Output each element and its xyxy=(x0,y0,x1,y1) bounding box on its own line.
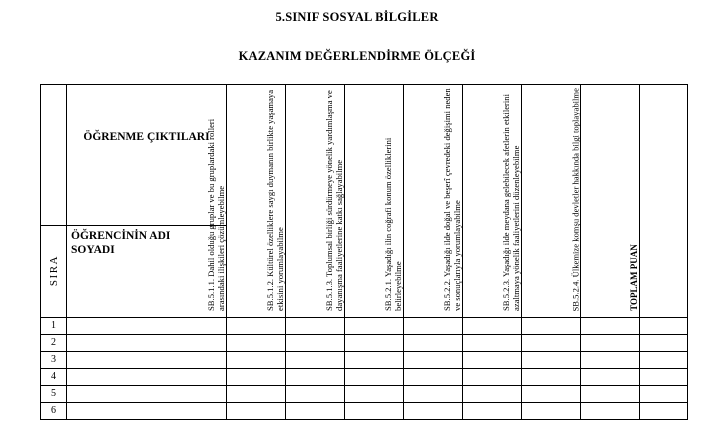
title-block xyxy=(0,0,714,64)
row-score-outcome-4[interactable] xyxy=(404,318,463,335)
row-student-name[interactable] xyxy=(67,386,227,403)
row-score-outcome-7[interactable] xyxy=(581,369,640,386)
row-score-outcome-1[interactable] xyxy=(227,403,286,420)
row-score-outcome-2[interactable] xyxy=(286,403,345,420)
outcome-7-text: SB.5.2.4. Ülkemize komşu devletler hakkında bilgi toplayabilme xyxy=(570,87,581,311)
student-header-line1: ÖĞRENCİNİN ADI xyxy=(71,230,171,242)
table-row[interactable] xyxy=(41,352,688,369)
row-score-outcome-3[interactable] xyxy=(345,352,404,369)
row-score-outcome-1[interactable] xyxy=(227,386,286,403)
row-score-outcome-3[interactable] xyxy=(345,403,404,420)
row-score-outcome-4[interactable] xyxy=(404,352,463,369)
outcome-1-text: SB.5.1.1. Dahil olduğu gruplar ve bu gruplardaki rolleri arasındaki ilişkileri çözümleyebilme xyxy=(206,118,227,311)
row-total-score[interactable] xyxy=(640,403,688,420)
header-cell-total xyxy=(629,85,688,318)
table-row[interactable] xyxy=(41,386,688,403)
row-score-outcome-5[interactable] xyxy=(463,352,522,369)
row-number: 4 xyxy=(41,369,67,386)
row-score-outcome-2[interactable] xyxy=(286,386,345,403)
total-header-label: TOPLAM PUAN xyxy=(629,244,640,311)
table-header-row xyxy=(41,85,688,318)
row-score-outcome-6[interactable] xyxy=(522,335,581,352)
student-header-box xyxy=(67,225,226,317)
row-score-outcome-6[interactable] xyxy=(522,318,581,335)
student-header-line2: SOYADI xyxy=(71,244,115,257)
row-score-outcome-2[interactable] xyxy=(286,335,345,352)
row-score-outcome-6[interactable] xyxy=(522,352,581,369)
row-student-name[interactable] xyxy=(67,403,227,420)
table-row[interactable] xyxy=(41,403,688,420)
row-score-outcome-3[interactable] xyxy=(345,386,404,403)
row-student-name[interactable] xyxy=(67,318,227,335)
sira-label-box xyxy=(41,225,66,317)
row-score-outcome-1[interactable] xyxy=(227,369,286,386)
outcome-2-text: SB.5.1.2. Kültürel özelliklere saygı duymanın birlikte yaşamaya etkisini yorumlayabilme xyxy=(265,90,286,311)
row-number: 3 xyxy=(41,352,67,369)
row-score-outcome-5[interactable] xyxy=(463,386,522,403)
table-row[interactable] xyxy=(41,318,688,335)
row-total-score[interactable] xyxy=(640,386,688,403)
outcomes-header-label: ÖĞRENME ÇIKTILARI xyxy=(83,131,210,143)
outcome-3-text: SB.5.1.3. Toplumsal birliği sürdürmeye yönelik yardımlaşma ve dayanışma faaliyetlerine katkı sağlayabilme xyxy=(324,90,345,311)
header-cell-sira xyxy=(41,85,67,318)
row-score-outcome-4[interactable] xyxy=(404,386,463,403)
row-total-score[interactable] xyxy=(640,318,688,335)
row-number: 2 xyxy=(41,335,67,352)
row-score-outcome-7[interactable] xyxy=(581,318,640,335)
row-score-outcome-7[interactable] xyxy=(581,386,640,403)
row-score-outcome-5[interactable] xyxy=(463,403,522,420)
row-score-outcome-1[interactable] xyxy=(227,335,286,352)
row-score-outcome-6[interactable] xyxy=(522,386,581,403)
row-number: 5 xyxy=(41,386,67,403)
row-score-outcome-4[interactable] xyxy=(404,403,463,420)
header-cell-outcomes-and-student xyxy=(67,85,227,318)
page-title: 5.SINIF SOSYAL BİLGİLER xyxy=(275,10,439,24)
row-score-outcome-2[interactable] xyxy=(286,318,345,335)
row-score-outcome-4[interactable] xyxy=(404,335,463,352)
row-score-outcome-5[interactable] xyxy=(463,335,522,352)
row-score-outcome-4[interactable] xyxy=(404,369,463,386)
row-score-outcome-6[interactable] xyxy=(522,403,581,420)
row-score-outcome-1[interactable] xyxy=(227,352,286,369)
sira-header-label: SIRA xyxy=(47,255,60,287)
row-score-outcome-3[interactable] xyxy=(345,369,404,386)
outcome-6-text: SB.5.2.3. Yaşadığı ilde meydana gelebilecek afetlerin etkilerini azaltmaya yönelik faaliyetlerini düzenleyebilme xyxy=(501,94,522,311)
page-subtitle: KAZANIM DEĞERLENDİRME ÖLÇEĞİ xyxy=(238,49,476,63)
row-total-score[interactable] xyxy=(640,335,688,352)
row-number: 6 xyxy=(41,403,67,420)
row-student-name[interactable] xyxy=(67,352,227,369)
row-number: 1 xyxy=(41,318,67,335)
row-score-outcome-7[interactable] xyxy=(581,403,640,420)
table-row[interactable] xyxy=(41,369,688,386)
row-student-name[interactable] xyxy=(67,369,227,386)
outcome-4-text: SB.5.2.1. Yaşadığı ilin coğrafi konum özelliklerini belirleyebilme xyxy=(383,137,404,311)
row-score-outcome-3[interactable] xyxy=(345,335,404,352)
row-score-outcome-7[interactable] xyxy=(581,335,640,352)
grade-table-wrapper xyxy=(40,84,670,420)
row-score-outcome-2[interactable] xyxy=(286,352,345,369)
row-score-outcome-2[interactable] xyxy=(286,369,345,386)
row-total-score[interactable] xyxy=(640,369,688,386)
row-score-outcome-7[interactable] xyxy=(581,352,640,369)
outcome-5-text: SB.5.2.2. Yaşadığı ilde doğal ve beşerî çevredeki değişimi neden ve sonuçlarıyla yorumlayabilme xyxy=(442,88,463,311)
table-row[interactable] xyxy=(41,335,688,352)
row-score-outcome-3[interactable] xyxy=(345,318,404,335)
row-student-name[interactable] xyxy=(67,335,227,352)
row-total-score[interactable] xyxy=(640,352,688,369)
row-score-outcome-1[interactable] xyxy=(227,318,286,335)
grade-table xyxy=(40,84,688,420)
row-score-outcome-6[interactable] xyxy=(522,369,581,386)
row-score-outcome-5[interactable] xyxy=(463,369,522,386)
row-score-outcome-5[interactable] xyxy=(463,318,522,335)
